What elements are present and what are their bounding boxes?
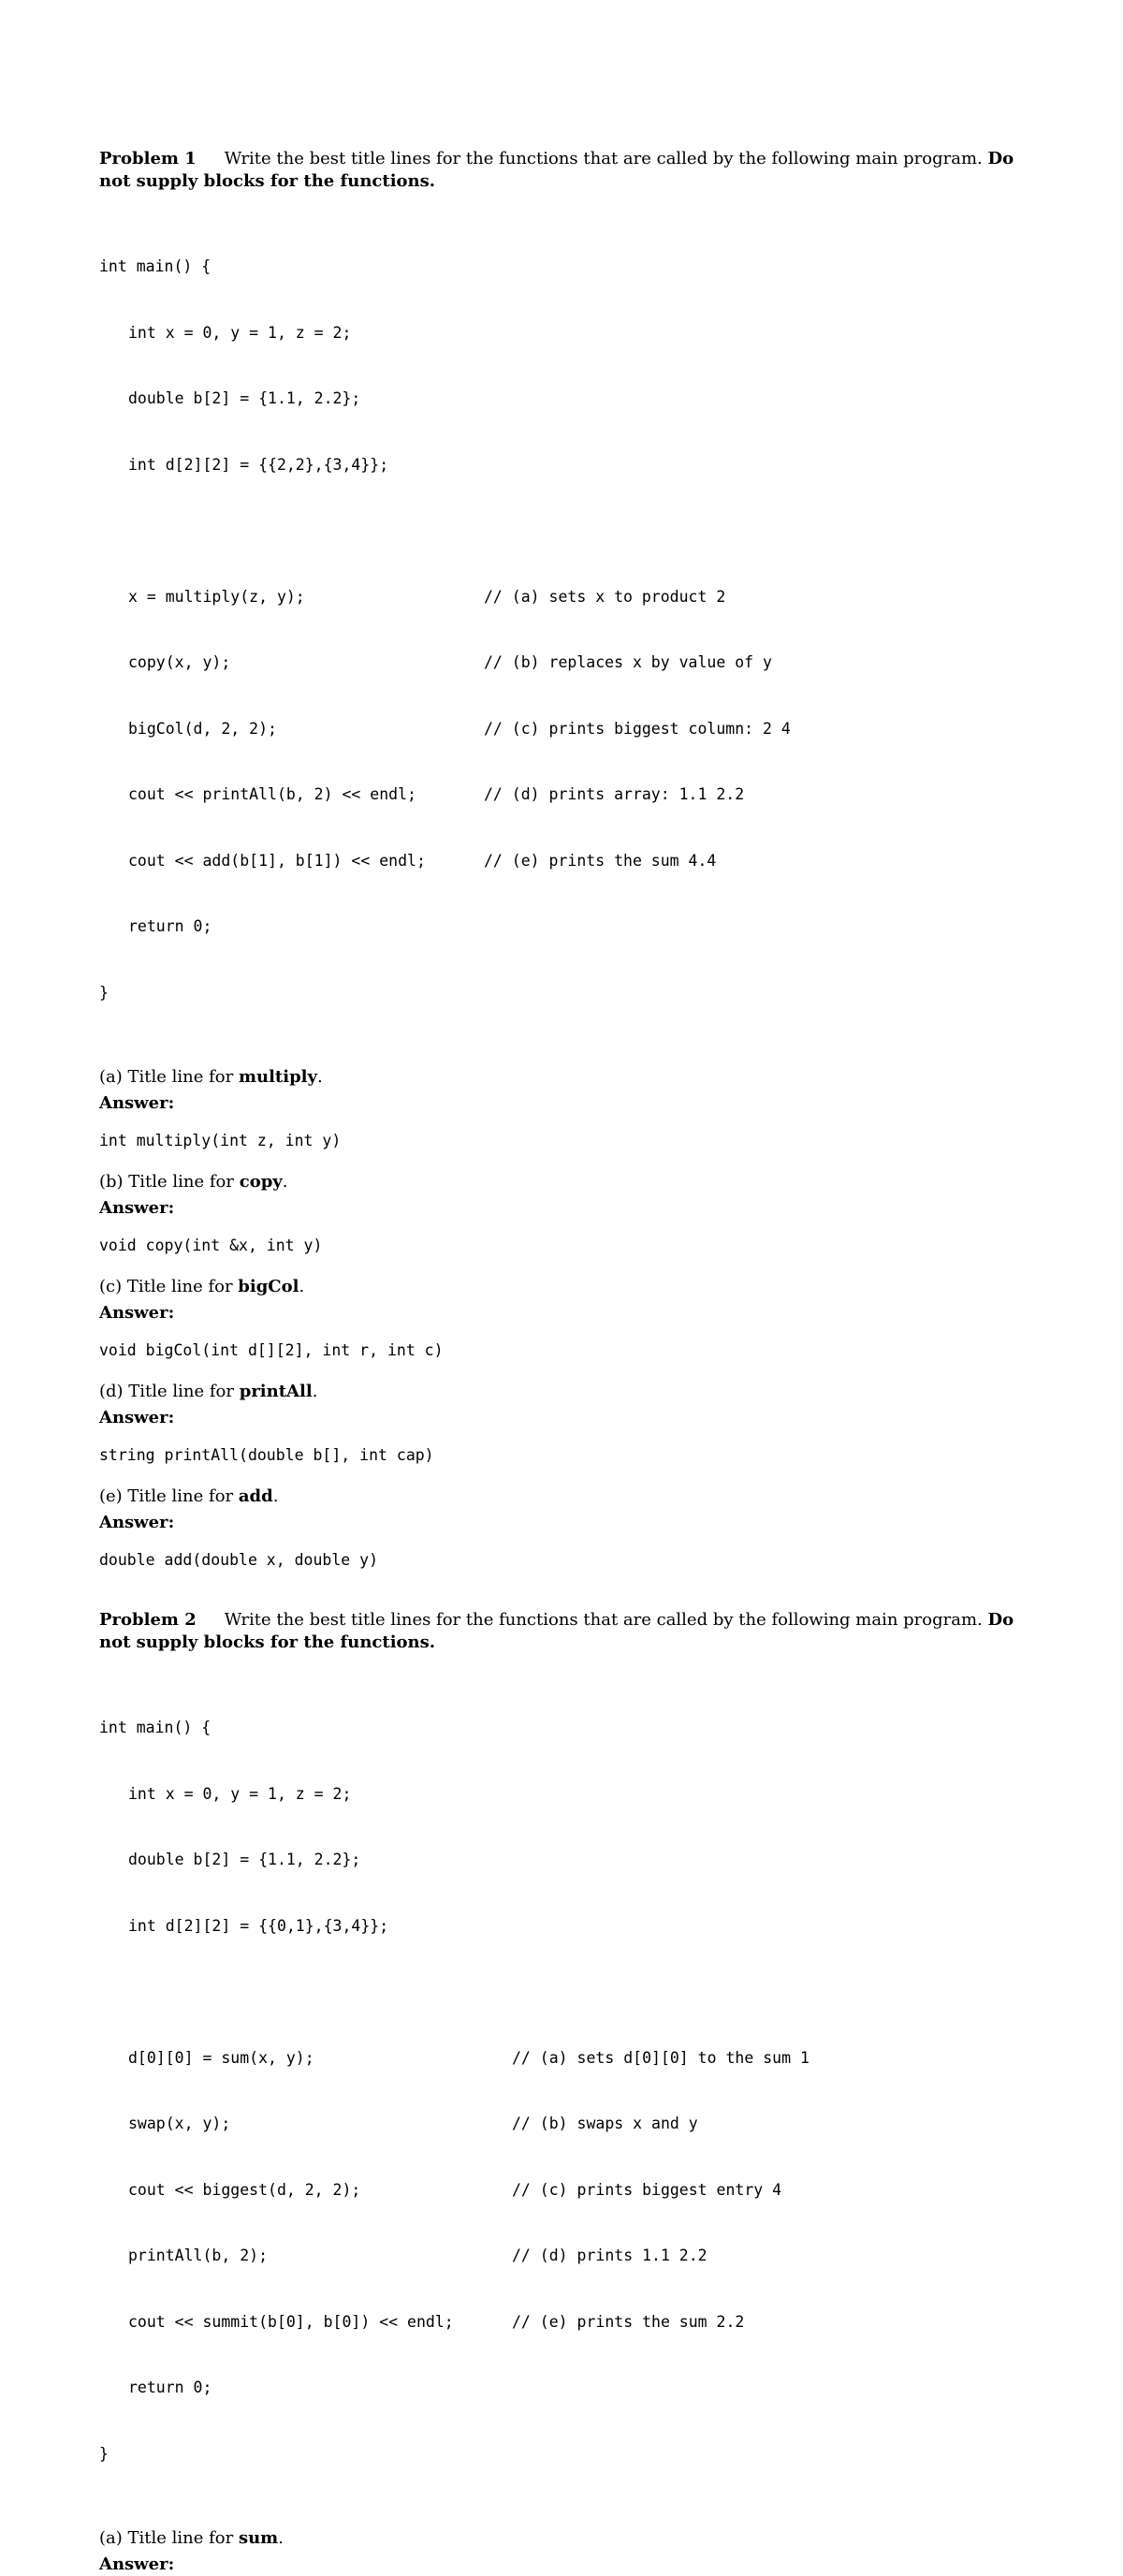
part-label: (c) Title line for bigCol. (99, 1277, 305, 1296)
function-name: bigCol (238, 1277, 299, 1296)
part-label: (a) Title line for sum. (99, 2528, 284, 2548)
code-line: } (99, 2444, 109, 2463)
answer-code: int multiply(int z, int y) (99, 1132, 342, 1149)
answer-code: void copy(int &x, int y) (99, 1237, 323, 1254)
code-comment: // (c) prints biggest column: 2 4 (484, 719, 791, 738)
part-c (99, 1276, 1026, 1362)
code-line: return 0; (128, 917, 212, 935)
code-comment: // (b) swaps x and y (512, 2115, 698, 2132)
problem-2 (99, 1609, 1026, 2576)
part-label: (b) Title line for copy. (99, 1172, 288, 1192)
function-name: printAll (239, 1382, 313, 1401)
code-line: int d[2][2] = {{0,1},{3,4}}; (128, 1916, 389, 1935)
code-comment: // (a) sets x to product 2 (484, 587, 726, 606)
part-label-text: (a) Title line for (99, 1067, 234, 1087)
part-label: (a) Title line for multiply. (99, 1067, 323, 1087)
answer-code: void bigCol(int d[][2], int r, int c) (99, 1341, 444, 1359)
part-label: (d) Title line for printAll. (99, 1382, 318, 1401)
problem-number: Problem 2 (99, 1610, 197, 1630)
code-line (99, 2245, 1026, 2267)
code-line (99, 2113, 1026, 2135)
answer-code: string printAll(double b[], int cap) (99, 1446, 434, 1464)
part-a (99, 2527, 1026, 2576)
code-blank-line (99, 520, 1026, 542)
problem-number: Problem 1 (99, 149, 197, 168)
function-name: multiply (238, 1067, 317, 1087)
part-b (99, 1171, 1026, 1257)
code-comment: // (a) sets d[0][0] to the sum 1 (512, 2048, 809, 2067)
part-label-text: (e) Title line for (99, 1486, 234, 1506)
code-statement: printAll(b, 2); (128, 2247, 269, 2264)
code-line: return 0; (128, 2378, 212, 2396)
answer-code: double add(double x, double y) (99, 1551, 379, 1569)
code-line: } (99, 983, 109, 1002)
problem-instruction: Do not supply blocks for the functions. (99, 149, 1014, 191)
part-label-text: (d) Title line for (99, 1382, 234, 1401)
code-blank-line (99, 1981, 1026, 2003)
part-label-text: (a) Title line for (99, 2528, 234, 2548)
code-line (99, 2179, 1026, 2202)
code-comment: // (d) prints 1.1 2.2 (512, 2247, 707, 2264)
part-label: (e) Title line for add. (99, 1486, 279, 1506)
code-line (99, 850, 1026, 872)
code-line: double b[2] = {1.1, 2.2}; (128, 1851, 361, 1868)
code-comment: // (e) prints the sum 2.2 (512, 2312, 745, 2331)
code-line: int main() { (99, 1719, 211, 1736)
code-listing (99, 212, 1026, 1047)
part-label-text: (b) Title line for (99, 1172, 234, 1192)
code-comment: // (c) prints biggest entry 4 (512, 2180, 782, 2199)
code-statement: cout << summit(b[0], b[0]) << endl; (128, 2312, 454, 2331)
problem-1-heading (99, 148, 1026, 193)
function-name: add (238, 1486, 273, 1506)
part-a (99, 1066, 1026, 1152)
code-line (99, 2311, 1026, 2334)
problem-prompt: Write the best title lines for the functions that are called by the following main program. (224, 149, 983, 168)
answer-label: Answer: (99, 1513, 175, 1532)
code-line (99, 2047, 1026, 2070)
part-label-text: (c) Title line for (99, 1277, 233, 1296)
code-statement: swap(x, y); (128, 2115, 231, 2132)
code-line: double b[2] = {1.1, 2.2}; (128, 389, 361, 407)
problem-1 (99, 148, 1026, 1572)
code-line: int main() { (99, 257, 211, 275)
code-line (99, 718, 1026, 740)
answer-label: Answer: (99, 1093, 175, 1113)
answer-label: Answer: (99, 1198, 175, 1218)
problem-2-heading (99, 1609, 1026, 1654)
code-line (99, 586, 1026, 608)
document-page (99, 148, 1026, 2576)
problem-prompt: Write the best title lines for the functions that are called by the following main program. (224, 1610, 983, 1630)
code-comment: // (e) prints the sum 4.4 (484, 851, 717, 870)
problem-instruction: Do not supply blocks for the functions. (99, 1610, 1014, 1652)
problem-spacer (99, 1572, 1026, 1609)
code-line (99, 783, 1026, 806)
part-e (99, 1486, 1026, 1572)
answer-label: Answer: (99, 1303, 175, 1323)
code-statement: copy(x, y); (128, 653, 231, 671)
part-d (99, 1381, 1026, 1467)
answer-label: Answer: (99, 1408, 175, 1427)
code-line (99, 651, 1026, 674)
code-statement: x = multiply(z, y); (128, 587, 305, 606)
code-statement: cout << add(b[1], b[1]) << endl; (128, 851, 426, 870)
function-name: sum (238, 2528, 279, 2548)
code-statement: cout << printAll(b, 2) << endl; (128, 785, 416, 803)
code-comment: // (d) prints array: 1.1 2.2 (484, 785, 745, 803)
code-statement: d[0][0] = sum(x, y); (128, 2048, 314, 2067)
answer-label: Answer: (99, 2554, 175, 2574)
code-comment: // (b) replaces x by value of y (484, 653, 772, 671)
code-line: int d[2][2] = {{2,2},{3,4}}; (128, 455, 389, 474)
code-line: int x = 0, y = 1, z = 2; (128, 1784, 352, 1803)
code-statement: cout << biggest(d, 2, 2); (128, 2180, 361, 2199)
function-name: copy (239, 1172, 283, 1192)
code-statement: bigCol(d, 2, 2); (128, 719, 277, 738)
code-listing (99, 1673, 1026, 2509)
code-line: int x = 0, y = 1, z = 2; (128, 323, 352, 342)
